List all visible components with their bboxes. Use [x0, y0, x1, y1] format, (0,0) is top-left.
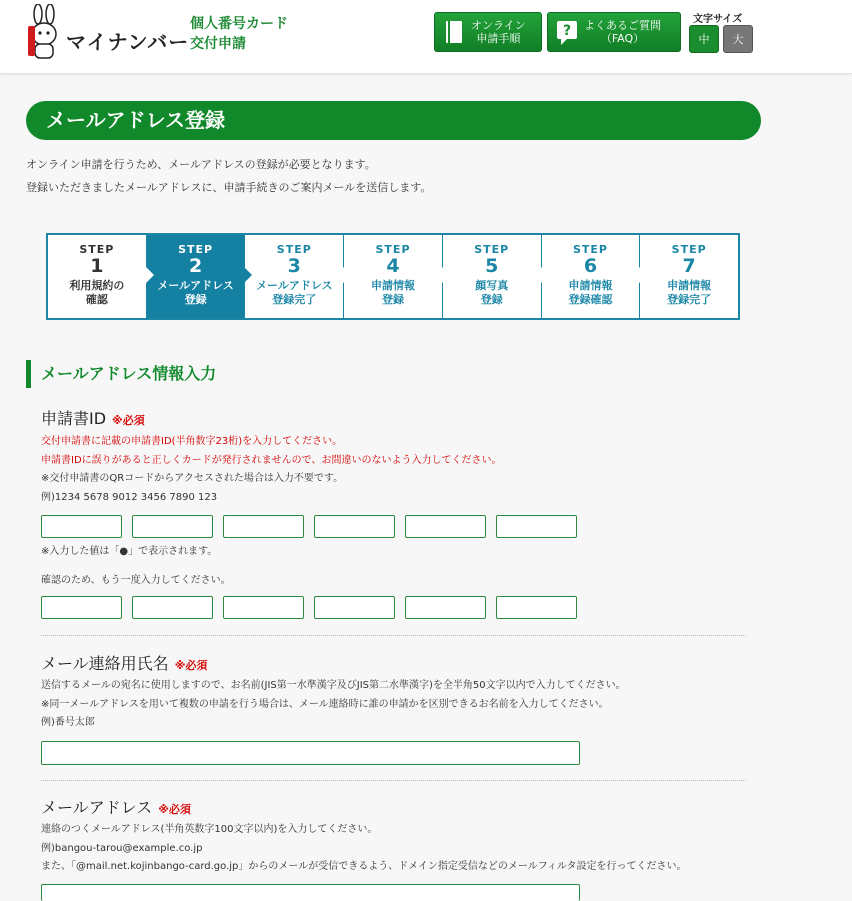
step-arrow-icon: [146, 267, 154, 283]
application-id-confirm-input-3[interactable]: [223, 596, 304, 619]
step-6: STEP 6 申請情報 登録確認: [542, 235, 641, 318]
book-icon: [443, 19, 465, 45]
email-notes: 連絡のつくメールアドレス(半角英数字100文字以内)を入力してください。 例)bangou-tarou@example.co.jp また、「@mail.net.kojinbango-card.go.jp」からのメールが受信できるよう、ドメイン指定受信などのメールフィルタ設定を行ってください。: [41, 824, 687, 872]
font-size-large-button[interactable]: 大: [723, 25, 753, 53]
mynumber-mascot-logo[interactable]: [24, 4, 64, 62]
faq-button[interactable]: ? よくあるご質問 （FAQ）: [547, 12, 681, 52]
email-input[interactable]: [41, 884, 580, 901]
application-id-confirm-input-4[interactable]: [314, 596, 395, 619]
required-badge: ※必須: [174, 659, 208, 672]
application-id-inputs: [41, 515, 577, 538]
application-id-input-2[interactable]: [132, 515, 213, 538]
application-id-confirm-inputs: [41, 596, 577, 619]
step-arrow-icon: [343, 267, 351, 283]
application-id-notes: 交付申請書に記載の申請書ID(半角数字23桁)を入力してください。 申請書IDに誤りがあると正しくカードが発行されませんので、お間違いのないよう入力してください。 ※交付申請書のQRコードからアクセスされた場合は入力不要です。 例)1234 5678 9012 3456 7890 123: [41, 436, 502, 503]
contact-name-notes: 送信するメールの宛名に使用しますので、お名前(JIS第一水準漢字及びJIS第二水準漢字)を全半角50文字以内で入力してください。 ※同一メールアドレスを用いて複数の申請を行う場合は、メール連絡時に誰の申請かを区別できるお名前を入力してください。 例)番号太郎: [41, 680, 626, 728]
application-id-confirm-input-6[interactable]: [496, 596, 577, 619]
intro-text: オンライン申請を行うため、メールアドレスの登録が必要となります。 登録いただきましたメールアドレスに、申請手続きのご案内メールを送信します。: [26, 158, 432, 194]
svg-text:?: ?: [562, 23, 572, 39]
application-id-input-3[interactable]: [223, 515, 304, 538]
application-id-input-5[interactable]: [405, 515, 486, 538]
section-heading: メールアドレス情報入力: [26, 360, 216, 388]
font-size-label: 文字サイズ: [693, 14, 743, 25]
step-arrow-icon: [442, 267, 450, 283]
question-bubble-icon: [556, 19, 578, 45]
page-title: メールアドレス登録: [26, 101, 761, 140]
confirm-note: 確認のため、もう一度入力してください。: [41, 575, 231, 586]
app-title: 個人番号カード 交付申請: [190, 16, 288, 52]
application-id-input-4[interactable]: [314, 515, 395, 538]
step-5: STEP 5 顔写真 登録: [443, 235, 542, 318]
application-id-input-1[interactable]: [41, 515, 122, 538]
email-title: メールアドレス ※必須: [41, 798, 191, 817]
application-id-confirm-input-5[interactable]: [405, 596, 486, 619]
contact-name-input[interactable]: [41, 741, 580, 765]
divider: [41, 635, 746, 636]
application-id-title: 申請書ID ※必須: [41, 409, 145, 428]
step-3: STEP 3 メールアドレス 登録完了: [245, 235, 344, 318]
font-size-medium-button[interactable]: 中: [689, 25, 719, 53]
step-1: STEP 1 利用規約の 確認: [48, 235, 147, 318]
step-arrow-icon: [244, 267, 252, 283]
application-id-input-6[interactable]: [496, 515, 577, 538]
site-header: [0, 0, 852, 74]
divider: [41, 780, 746, 781]
contact-name-title: メール連絡用氏名 ※必須: [41, 654, 208, 673]
logo-text: マイナンバー: [66, 30, 190, 54]
online-procedure-button[interactable]: オンライン 申請手順: [434, 12, 542, 52]
application-id-confirm-input-1[interactable]: [41, 596, 122, 619]
step-4: STEP 4 申請情報 登録: [344, 235, 443, 318]
masked-note: ※入力した値は「●」で表示されます。: [41, 546, 218, 557]
step-7: STEP 7 申請情報 登録完了: [667, 243, 712, 306]
required-badge: ※必須: [158, 803, 191, 816]
step-arrow-icon: [639, 267, 647, 283]
step-arrow-icon: [541, 267, 549, 283]
required-badge: ※必須: [112, 414, 145, 427]
step-2: STEP 2 メールアドレス 登録: [147, 235, 246, 318]
application-id-confirm-input-2[interactable]: [132, 596, 213, 619]
step-progress: [46, 233, 740, 320]
